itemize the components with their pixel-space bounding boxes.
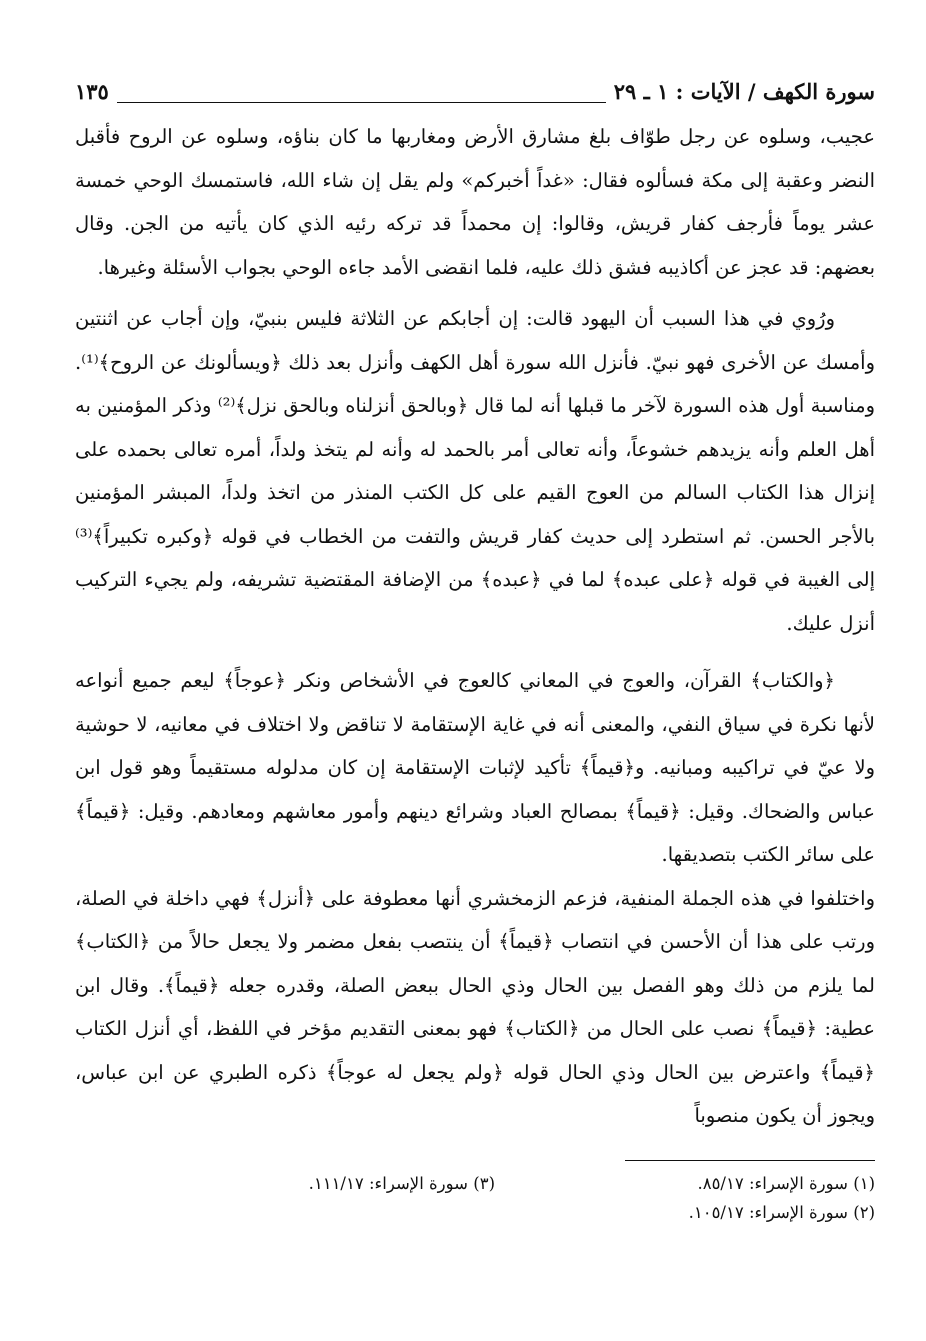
footnotes [75, 1169, 875, 1227]
paragraph-revelation-reason: ورُوي في هذا السبب أن اليهود قالت: إن أجابكم عن الثلاثة فليس بنبيّ، وإن أجاب عن اثنتين وأمسك عن الأخرى فهو نبيّ. فأنزل الله سورة أهل الكهف وأنزل بعد ذلك ﴿ويسألونك عن الروح﴾⁽¹⁾. ومناسبة أول هذه السورة لآخر ما قبلها أنه لما قال ﴿وبالحق أنزلناه وبالحق نزل﴾⁽²⁾ وذكر المؤمنين به أهل العلم وأنه يزيدهم خشوعاً، وأنه تعالى أمر بالحمد له وأنه لم يتخذ ولداً، أمره تعالى بحمده على إنزال هذا الكتاب السالم من العوج القيم على كل الكتب المنذر من اتخذ ولداً، المبشر المؤمنين بالأجر الحسن. ثم استطرد إلى حديث كفار قريش والتفت من الخطاب في قوله ﴿وكبره تكبيراً﴾⁽³⁾ إلى الغيبة في قوله ﴿على عبده﴾ لما في ﴿عبده﴾ من الإضافة المقتضية تشريفه، ولم يجيء التركيب أنزل عليك. [75, 307, 875, 635]
main-text [75, 115, 875, 1138]
footnote-1: (١) سورة الإسراء: ٨٥/١٧. [697, 1173, 875, 1193]
paragraph-al-kitab: ﴿والكتاب﴾ القرآن، والعوج في المعاني كالعوج في الأشخاص ونكر ﴿عوجاً﴾ ليعم جميع أنواعه لأنها نكرة في سياق النفي، والمعنى أنه في غاية الإستقامة لا تناقض ولا اختلاف في معانيه، لا حوشية ولا عيّ في تراكيبه ومبانيه. و﴿قيماً﴾ تأكيد لإثبات الإستقامة إن كان مدلوله مستقيماً وهو قول ابن عباس والضحاك. وقيل: ﴿قيماً﴾ بمصالح العباد وشرائع دينهم وأمور معاشهم ومعادهم. وقيل: ﴿قيماً﴾ على سائر الكتب بتصديقها. [75, 669, 875, 866]
paragraph-negated-clause: واختلفوا في هذه الجملة المنفية، فزعم الزمخشري أنها معطوفة على ﴿أنزل﴾ فهي داخلة في الصلة، ورتب على هذا أن الأحسن في انتصاب ﴿قيماً﴾ أن ينتصب بفعل مضمر ولا يجعل حالاً من ﴿الكتاب﴾ لما يلزم من ذلك وهو الفصل بين الحال وذي الحال ببعض الصلة، وقدره جعله ﴿قيماً﴾. وقال ابن عطية: ﴿قيماً﴾ نصب على الحال من ﴿الكتاب﴾ فهو بمعنى التقديم مؤخر في اللفظ، أي أنزل الكتاب ﴿قيماً﴾ واعترض بين الحال وذي الحال قوله ﴿ولم يجعل له عوجاً﴾ ذكره الطبري عن ابن عباس، ويجوز أن يكون منصوباً [75, 886, 875, 1127]
running-header [75, 62, 875, 103]
footnote-separator [625, 1160, 875, 1161]
footnote-3: (٣) سورة الإسراء: ١١١/١٧. [308, 1173, 495, 1193]
page-number: ١٣٥ [75, 79, 117, 104]
book-page [75, 62, 875, 1312]
paragraph-continuation: عجيب، وسلوه عن رجل طوّاف بلغ مشارق الأرض ومغاربها ما كان بناؤه، وسلوه عن الروح فأقبل النضر وعقبة إلى مكة فسألوه فقال: «غداً أخبركم» ولم يقل إن شاء الله، فاستمسك الوحي خمسة عشر يوماً فأرجف كفار قريش، وقالوا: إن محمداً قد تركه رئيه الذي كان يأتيه من الجن. وقال بعضهم: قد عجز عن أكاذيبه فشق ذلك عليه، فلما انقضى الأمد جاءه الوحي بجواب الأسئلة وغيرها. [75, 125, 875, 279]
running-header-title: سورة الكهف / الآيات : ١ ـ ٢٩ [606, 79, 875, 104]
footnote-2: (٢) سورة الإسراء: ١٠٥/١٧. [688, 1202, 875, 1222]
